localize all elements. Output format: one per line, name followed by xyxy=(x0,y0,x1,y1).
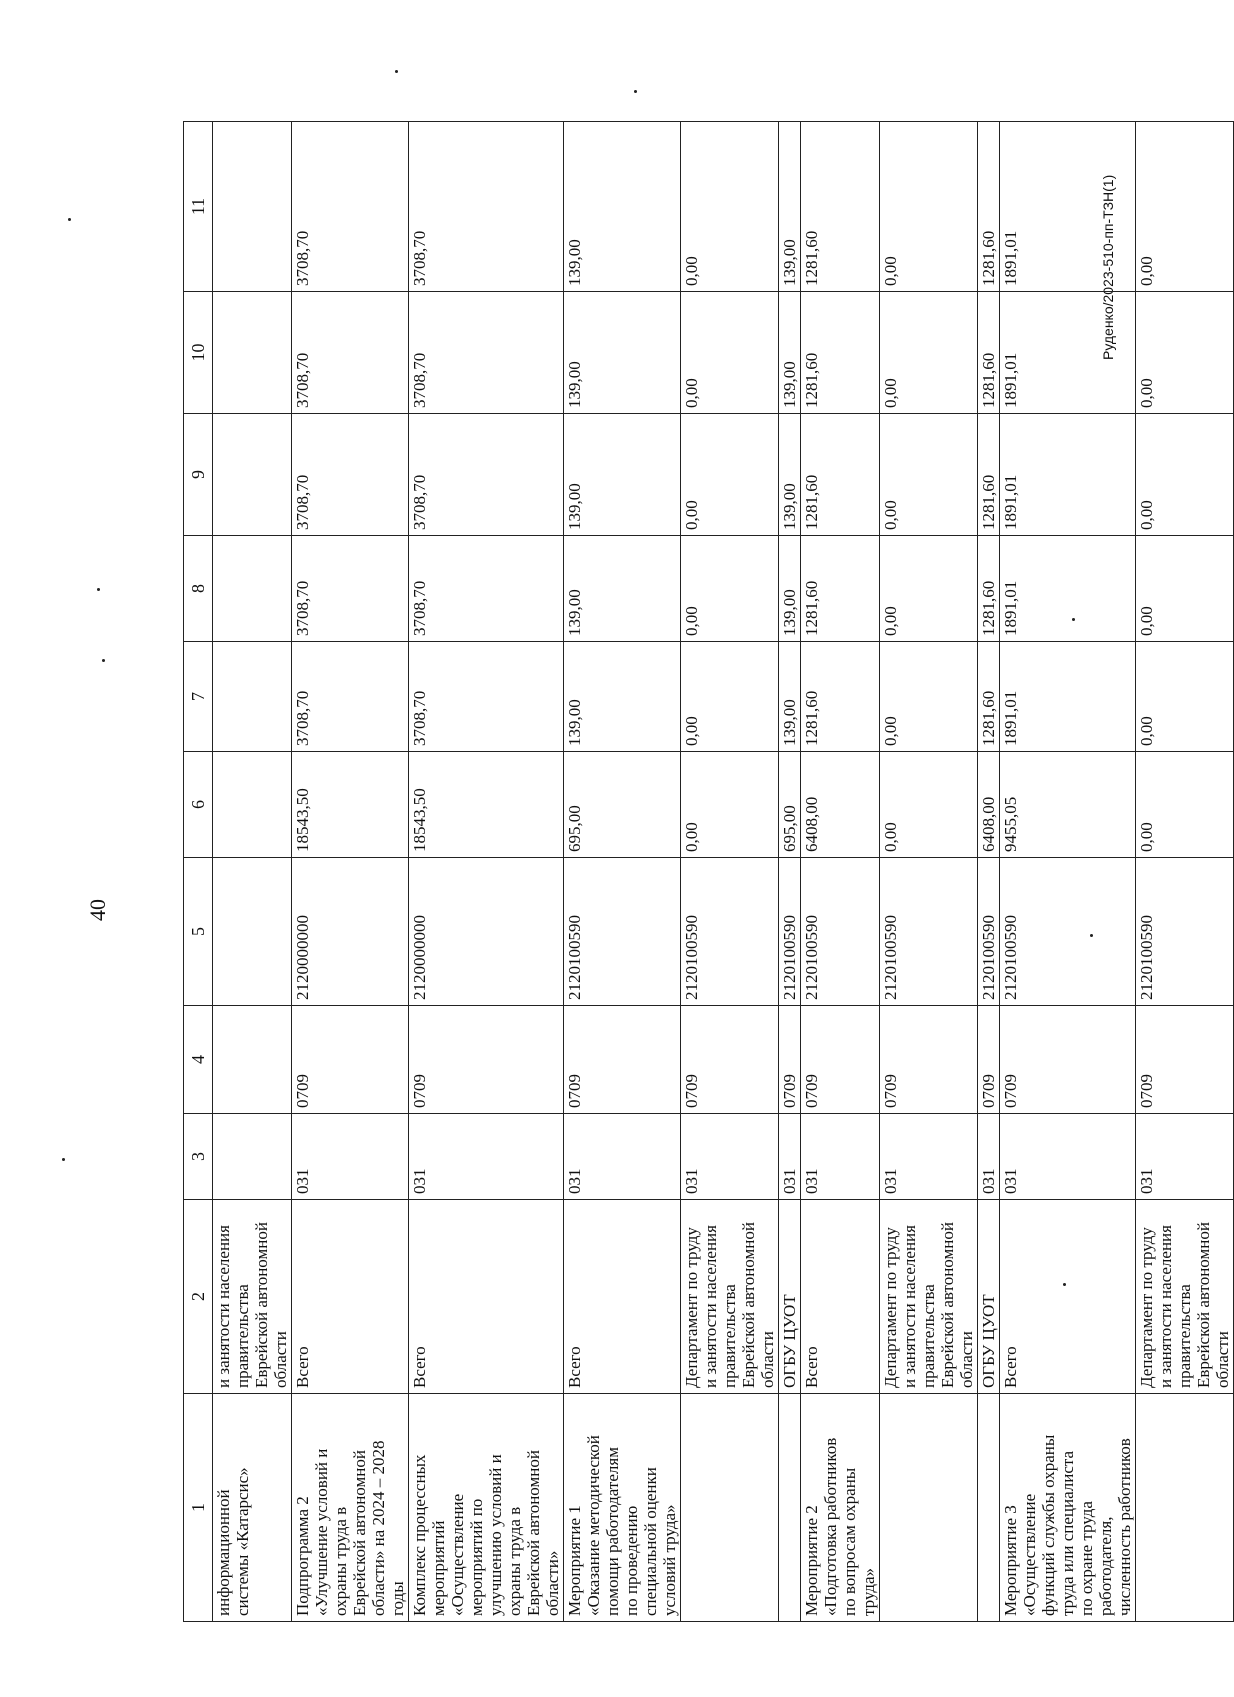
scan-speck xyxy=(395,70,398,73)
table-cell-col-1: Мероприятие 3 «Осуществление функций службы охраны труда или специалиста по охране труда работодателя, численность работников xyxy=(1000,1394,1136,1622)
table-cell-col-9: 1281,60 xyxy=(978,414,1000,536)
table-cell-col-5: 2120100590 xyxy=(564,858,681,1006)
table-cell-col-11: 139,00 xyxy=(779,122,801,292)
table-header-row xyxy=(184,122,213,1622)
table-cell-col-7: 0,00 xyxy=(681,642,779,752)
table-cell-col-5: 2120100590 xyxy=(779,858,801,1006)
table-cell-col-8 xyxy=(213,536,292,642)
table-cell-col-5 xyxy=(213,858,292,1006)
table-row xyxy=(1136,122,1234,1622)
page-number: 40 xyxy=(85,899,110,921)
table-cell-col-11: 0,00 xyxy=(880,122,978,292)
table-cell-col-9: 0,00 xyxy=(880,414,978,536)
table-cell-col-10: 3708,70 xyxy=(409,292,564,414)
table-cell-col-4: 0709 xyxy=(292,1006,409,1114)
column-header-1: 1 xyxy=(184,1394,213,1622)
table-cell-col-4: 0709 xyxy=(978,1006,1000,1114)
table-cell-col-6: 6408,00 xyxy=(801,752,880,858)
table-row xyxy=(213,122,292,1622)
table-cell-col-4: 0709 xyxy=(801,1006,880,1114)
column-header-5: 5 xyxy=(184,858,213,1006)
table-row xyxy=(292,122,409,1622)
table-cell-col-6 xyxy=(213,752,292,858)
table-cell-col-7: 1281,60 xyxy=(978,642,1000,752)
table-cell-col-5: 2120100590 xyxy=(681,858,779,1006)
table-cell-col-6: 9455,05 xyxy=(1000,752,1136,858)
table-cell-col-7 xyxy=(213,642,292,752)
table-cell-col-6: 6408,00 xyxy=(978,752,1000,858)
table-cell-col-11: 0,00 xyxy=(681,122,779,292)
table-cell-col-4: 0709 xyxy=(564,1006,681,1114)
table-cell-col-5: 2120100590 xyxy=(880,858,978,1006)
table-cell-col-5: 2120000000 xyxy=(409,858,564,1006)
table-cell-col-2: Всего xyxy=(564,1200,681,1394)
table-cell-col-9: 0,00 xyxy=(1136,414,1234,536)
table-cell-col-10: 1281,60 xyxy=(978,292,1000,414)
table-cell-col-2: Всего xyxy=(292,1200,409,1394)
table-cell-col-9 xyxy=(213,414,292,536)
table-cell-col-4: 0709 xyxy=(779,1006,801,1114)
table-cell-col-3 xyxy=(213,1114,292,1200)
table-cell-col-10: 0,00 xyxy=(1136,292,1234,414)
scan-speck xyxy=(634,90,637,93)
table-cell-col-11: 1281,60 xyxy=(801,122,880,292)
table-cell-col-6: 0,00 xyxy=(1136,752,1234,858)
column-header-11: 11 xyxy=(184,122,213,292)
table-cell-col-9: 1281,60 xyxy=(801,414,880,536)
table-cell-col-10: 139,00 xyxy=(779,292,801,414)
table-cell-col-1: Мероприятие 1 «Оказание методической помощи работодателям по проведению специальной оценки условий труда» xyxy=(564,1394,681,1622)
table-cell-col-6: 695,00 xyxy=(779,752,801,858)
table-cell-col-6: 0,00 xyxy=(681,752,779,858)
table-cell-col-1 xyxy=(1136,1394,1234,1622)
scan-speck xyxy=(97,588,100,591)
table-row xyxy=(1000,122,1136,1622)
table-cell-col-8: 1281,60 xyxy=(978,536,1000,642)
scan-speck xyxy=(102,659,105,662)
table-cell-col-8: 3708,70 xyxy=(409,536,564,642)
table-cell-col-6: 0,00 xyxy=(880,752,978,858)
table-cell-col-9: 139,00 xyxy=(564,414,681,536)
table-cell-col-11: 0,00 xyxy=(1136,122,1234,292)
budget-table xyxy=(183,121,1234,1622)
table-cell-col-3: 031 xyxy=(681,1114,779,1200)
table-cell-col-9: 139,00 xyxy=(779,414,801,536)
table-cell-col-4: 0709 xyxy=(681,1006,779,1114)
table-cell-col-8: 1891,01 xyxy=(1000,536,1136,642)
table-cell-col-7: 139,00 xyxy=(564,642,681,752)
table-cell-col-4: 0709 xyxy=(409,1006,564,1114)
table-cell-col-9: 1891,01 xyxy=(1000,414,1136,536)
table-cell-col-3: 031 xyxy=(779,1114,801,1200)
table-cell-col-10: 139,00 xyxy=(564,292,681,414)
table-cell-col-6: 18543,50 xyxy=(292,752,409,858)
table-cell-col-1 xyxy=(681,1394,779,1622)
table-cell-col-11: 3708,70 xyxy=(409,122,564,292)
table-cell-col-11: 139,00 xyxy=(564,122,681,292)
table-cell-col-3: 031 xyxy=(880,1114,978,1200)
table-body xyxy=(213,122,1234,1622)
table-cell-col-7: 0,00 xyxy=(1136,642,1234,752)
table-cell-col-10: 0,00 xyxy=(681,292,779,414)
table-cell-col-7: 1891,01 xyxy=(1000,642,1136,752)
table-cell-col-9: 0,00 xyxy=(681,414,779,536)
table-cell-col-7: 3708,70 xyxy=(292,642,409,752)
table-cell-col-7: 3708,70 xyxy=(409,642,564,752)
table-cell-col-10: 3708,70 xyxy=(292,292,409,414)
table-cell-col-10: 0,00 xyxy=(880,292,978,414)
table-cell-col-5: 2120100590 xyxy=(1000,858,1136,1006)
column-header-2: 2 xyxy=(184,1200,213,1394)
document-code: Руденко/2023-510-пп-ТЗН(1) xyxy=(1100,174,1116,360)
column-header-9: 9 xyxy=(184,414,213,536)
table-cell-col-1 xyxy=(880,1394,978,1622)
column-header-10: 10 xyxy=(184,292,213,414)
table-cell-col-1: Подпрограмма 2 «Улучшение условий и охраны труда в Еврейской автономной области» на 2024 – 2028 годы xyxy=(292,1394,409,1622)
table-cell-col-8: 0,00 xyxy=(1136,536,1234,642)
table-cell-col-1 xyxy=(779,1394,801,1622)
table-cell-col-4 xyxy=(213,1006,292,1114)
table-cell-col-7: 0,00 xyxy=(880,642,978,752)
table-cell-col-11: 1281,60 xyxy=(978,122,1000,292)
table-cell-col-3: 031 xyxy=(801,1114,880,1200)
scan-speck xyxy=(68,218,71,221)
table-cell-col-8: 3708,70 xyxy=(292,536,409,642)
table-cell-col-5: 2120100590 xyxy=(801,858,880,1006)
table-cell-col-8: 1281,60 xyxy=(801,536,880,642)
table-cell-col-1: Мероприятие 2 «Подготовка работников по вопросам охраны труда» xyxy=(801,1394,880,1622)
table-cell-col-5: 2120100590 xyxy=(978,858,1000,1006)
table-cell-col-1: Комплекс процессных мероприятий «Осуществление мероприятий по улучшению условий и охраны труда в Еврейской автономной области» xyxy=(409,1394,564,1622)
table-cell-col-11: 1891,01 xyxy=(1000,122,1136,292)
table-row xyxy=(978,122,1000,1622)
table-cell-col-2: Всего xyxy=(801,1200,880,1394)
table-cell-col-3: 031 xyxy=(1136,1114,1234,1200)
table-cell-col-3: 031 xyxy=(409,1114,564,1200)
table-cell-col-3: 031 xyxy=(292,1114,409,1200)
table-row xyxy=(681,122,779,1622)
table-row xyxy=(801,122,880,1622)
table-cell-col-4: 0709 xyxy=(1000,1006,1136,1114)
table-cell-col-7: 1281,60 xyxy=(801,642,880,752)
table-cell-col-4: 0709 xyxy=(880,1006,978,1114)
table-cell-col-8: 139,00 xyxy=(564,536,681,642)
table-cell-col-9: 3708,70 xyxy=(409,414,564,536)
table-cell-col-6: 695,00 xyxy=(564,752,681,858)
scan-speck xyxy=(1090,934,1093,937)
table-cell-col-8: 0,00 xyxy=(880,536,978,642)
table-cell-col-2: Всего xyxy=(1000,1200,1136,1394)
table-cell-col-5: 2120000000 xyxy=(292,858,409,1006)
table-cell-col-2: и занятости населения правительства Еврейской автономной области xyxy=(213,1200,292,1394)
scan-speck xyxy=(1063,1283,1066,1286)
table-cell-col-2: Всего xyxy=(409,1200,564,1394)
table-cell-col-6: 18543,50 xyxy=(409,752,564,858)
column-header-7: 7 xyxy=(184,642,213,752)
table-cell-col-9: 3708,70 xyxy=(292,414,409,536)
table-cell-col-10: 1281,60 xyxy=(801,292,880,414)
table-cell-col-7: 139,00 xyxy=(779,642,801,752)
table-cell-col-11 xyxy=(213,122,292,292)
scan-speck xyxy=(1072,618,1075,621)
column-header-6: 6 xyxy=(184,752,213,858)
table-cell-col-2: ОГБУ ЦУОТ xyxy=(779,1200,801,1394)
column-header-8: 8 xyxy=(184,536,213,642)
table-cell-col-10 xyxy=(213,292,292,414)
table-cell-col-1 xyxy=(978,1394,1000,1622)
column-header-4: 4 xyxy=(184,1006,213,1114)
table-cell-col-8: 0,00 xyxy=(681,536,779,642)
scan-speck xyxy=(62,1158,65,1161)
table-cell-col-4: 0709 xyxy=(1136,1006,1234,1114)
table-cell-col-3: 031 xyxy=(1000,1114,1136,1200)
table-cell-col-11: 3708,70 xyxy=(292,122,409,292)
column-header-3: 3 xyxy=(184,1114,213,1200)
table-cell-col-2: Департамент по труду и занятости населения правительства Еврейской автономной области xyxy=(681,1200,779,1394)
table-cell-col-2: Департамент по труду и занятости населения правительства Еврейской автономной области xyxy=(1136,1200,1234,1394)
table-cell-col-8: 139,00 xyxy=(779,536,801,642)
table-cell-col-5: 2120100590 xyxy=(1136,858,1234,1006)
table-cell-col-3: 031 xyxy=(564,1114,681,1200)
table-row xyxy=(564,122,681,1622)
table-row xyxy=(409,122,564,1622)
table-cell-col-1: информационной системы «Катарсис» xyxy=(213,1394,292,1622)
table-cell-col-2: ОГБУ ЦУОТ xyxy=(978,1200,1000,1394)
table-cell-col-3: 031 xyxy=(978,1114,1000,1200)
table-cell-col-10: 1891,01 xyxy=(1000,292,1136,414)
table-row xyxy=(880,122,978,1622)
table-cell-col-2: Департамент по труду и занятости населения правительства Еврейской автономной области xyxy=(880,1200,978,1394)
table-row xyxy=(779,122,801,1622)
